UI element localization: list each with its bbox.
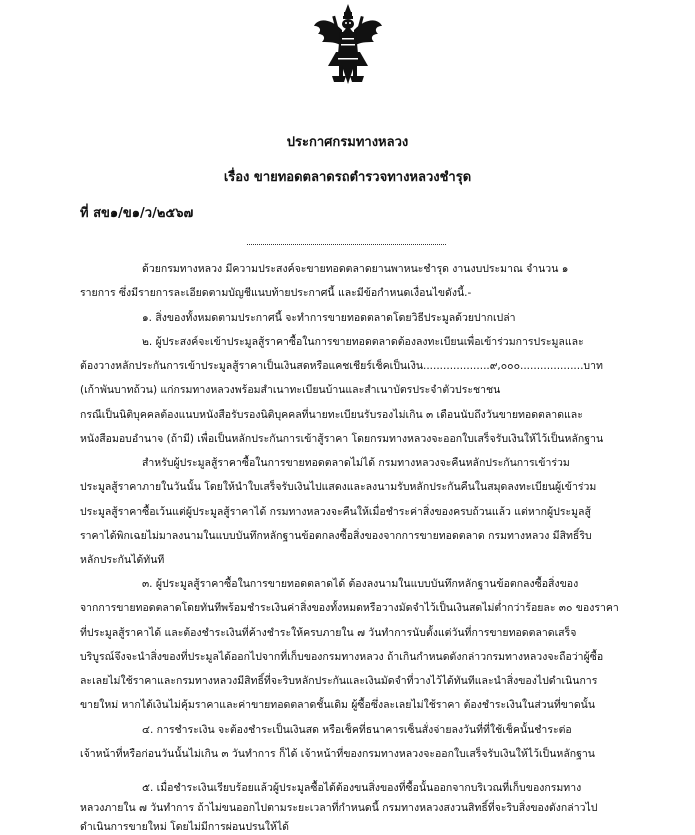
body-line: หลวงภายใน ๗ วันทำการ ถ้าไม่ขนออกไปตามระยะเวลาที่กำหนดนี้ กรมทางหลวงสงวนสิทธิ์ที่จะริบสิ่งของดังกล่าวไป: [80, 802, 598, 814]
body-line: ขายใหม่ หากได้เงินไม่คุ้มราคาและค่าขายทอดตลาดชั้นเดิม ผู้ซื้อซึ่งละเลยไม่ใช้ราคา ต้องชำระเงินในส่วนที่ขาดนั้น: [80, 699, 596, 711]
body-line: ที่ประมูลสู้ราคาได้ และต้องชำระเงินที่ค้างชำระให้ครบภายใน ๗ วันทำการนับตั้งแต่วันที่การขายทอดตลาดเสร็จ: [80, 627, 577, 639]
body-line: ประมูลสู้ราคาซื้อเว้นแต่ผู้ประมูลสู้ราคาได้ กรมทางหลวงจะคืนให้เมื่อชำระค่าสิ่งของครบถ้วนแล้ว แต่หากผู้ประมูลสู้: [80, 506, 591, 518]
body-line: ประมูลสู้ราคาภายในวันนั้น โดยให้นำใบเสร็จรับเงินไปแสดงและลงนามรับหลักประกันคืนในสมุดลงทะเบียนผู้เข้าร่วม: [80, 481, 597, 493]
body-line: ๑. สิ่งของทั้งหมดตามประกาศนี้ จะทำการขายทอดตลาดโดยวิธีประมูลด้วยปากเปล่า: [142, 312, 516, 324]
body-line: ดำเนินการขายใหม่ โดยไม่มีการผ่อนปรนให้ได้: [80, 821, 289, 833]
body-line: ๒. ผู้ประสงค์จะเข้าประมูลสู้ราคาซื้อในการขายทอดตลาดต้องลงทะเบียนเพื่อเข้าร่วมการประมูลและ: [142, 336, 584, 348]
announcement-title: ประกาศกรมทางหลวง: [286, 135, 409, 150]
body-line: ๔. การชำระเงิน จะต้องชำระเป็นเงินสด หรือเช็คที่ธนาคารเซ็นสั่งจ่ายลงวันที่ที่ใช้เช็คนั้นชำระต่อ: [142, 724, 572, 736]
body-line: จากการขายทอดตลาดโดยทันทีพร้อมชำระเงินค่าสิ่งของทั้งหมดหรือวางมัดจำไว้เป็นเงินสดไม่ต่ำกว่าร้อยละ ๓๐ ของราคา: [80, 602, 619, 614]
body-line: ๕. เมื่อชำระเงินเรียบร้อยแล้วผู้ประมูลซื้อได้ต้องขนสิ่งของที่ซื้อนั้นออกจากบริเวณที่เก็บของกรมทาง: [142, 782, 582, 794]
body-line: สำหรับผู้ประมูลสู้ราคาซื้อในการขายทอดตลาดไม่ได้ กรมทางหลวงจะคืนหลักประกันการเข้าร่วม: [142, 457, 570, 469]
body-line: กรณีเป็นนิติบุคคลต้องแนบหนังสือรับรองนิติบุคคลที่นายทะเบียนรับรองไม่เกิน ๓ เดือนนับถึงวันขายทอดตลาดและ: [80, 409, 583, 421]
dotted-separator: [247, 236, 446, 245]
body-line: เจ้าหน้าที่หรือก่อนวันนั้นไม่เกิน ๓ วันทำการ ก็ได้ เจ้าหน้าที่ของกรมทางหลวงจะออกใบเสร็จรับเงินให้ไว้เป็นหลักฐาน: [80, 748, 595, 760]
announcement-subject: เรื่อง ขายทอดตลาดรถตำรวจทางหลวงชำรุด: [223, 170, 472, 185]
document-number: ที่ สข๑/ข๑/ว/๒๕๖๗: [80, 206, 194, 221]
garuda-emblem-icon: [312, 2, 384, 86]
body-line: ต้องวางหลักประกันการเข้าประมูลสู้ราคาเป็นเงินสดหรือแคชเชียร์เช็คเป็นเงิน....................๙,๐๐๐...................บาท: [80, 360, 603, 372]
body-line: หนังสือมอบอำนาจ (ถ้ามี) เพื่อเป็นหลักประกันการเข้าสู้ราคา โดยกรมทางหลวงจะออกใบเสร็จรับเงินให้ไว้เป็นหลักฐาน: [80, 433, 604, 445]
body-line: ๓. ผู้ประมูลสู้ราคาซื้อในการขายทอดตลาดได้ ต้องลงนามในแบบบันทึกหลักฐานข้อตกลงซื้อสิ่งของ: [142, 578, 579, 590]
body-line: หลักประกันได้ทันที: [80, 554, 165, 566]
body-line: รายการ ซึ่งมีรายการละเอียดตามบัญชีแนบท้ายประกาศนี้ และมีข้อกำหนดเงื่อนไขดังนี้.-: [80, 287, 472, 299]
body-line: ด้วยกรมทางหลวง มีความประสงค์จะขายทอดตลาดยานพาหนะชำรุด งานงบประมาณ จำนวน ๑: [142, 263, 569, 275]
body-line: ละเลยไม่ใช้ราคาและกรมทางหลวงมีสิทธิ์ที่จะริบหลักประกันและเงินมัดจำที่วางไว้ได้ทันทีและนำสิ่งของไปดำเนินการ: [80, 675, 598, 687]
body-line: ราคาได้พิกเฉยไม่มาลงนามในแบบบันทึกหลักฐานข้อตกลงซื้อสิ่งของจากการขายทอดตลาด กรมทางหลวง มีสิทธิ์ริบ: [80, 530, 592, 542]
body-line: (เก้าพันบาทถ้วน) แก่กรมทางหลวงพร้อมสำเนาทะเบียนบ้านและสำเนาบัตรประจำตัวประชาชน: [80, 384, 501, 396]
body-line: บริบูรณ์จึงจะนำสิ่งของที่ประมูลได้ออกไปจากที่เก็บของกรมทางหลวง ถ้าเกินกำหนดดังกล่าวกรมทางหลวงจะถือว่าผู้ซื้อ: [80, 651, 604, 663]
